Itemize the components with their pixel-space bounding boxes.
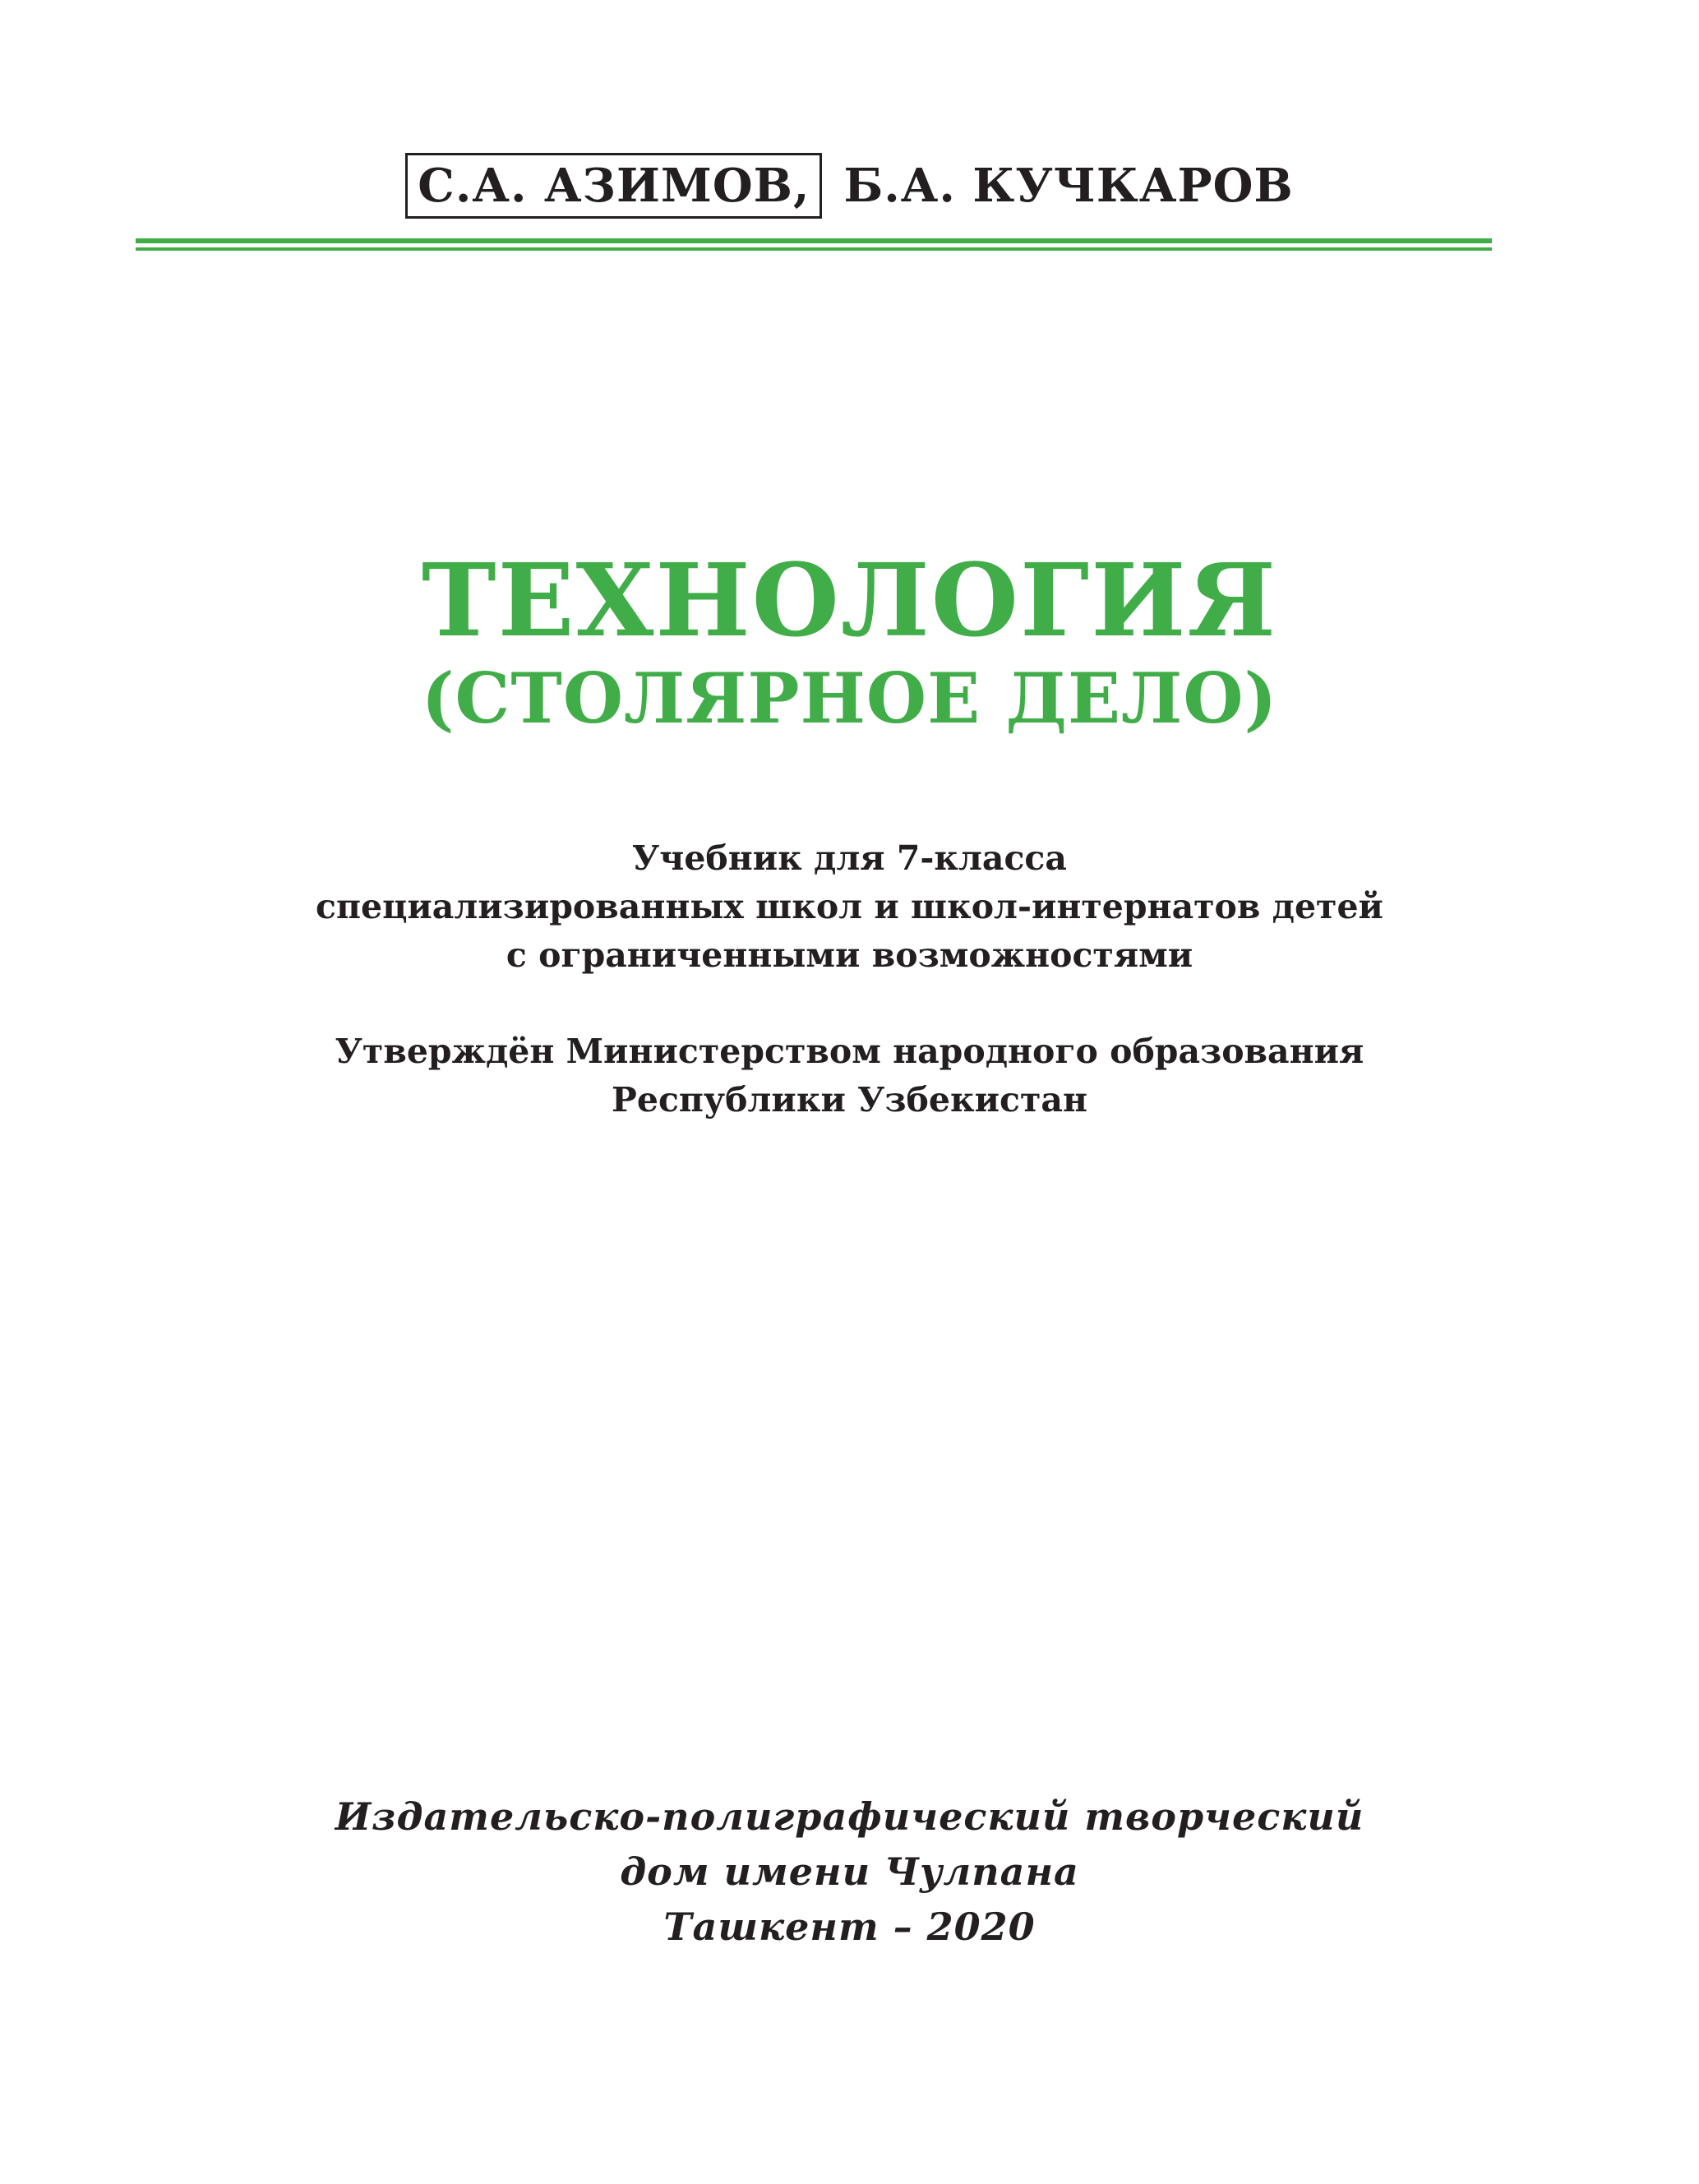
title-sub: (СТОЛЯРНОЕ ДЕЛО) [421,658,1278,739]
publisher-info [0,1789,1699,1955]
publisher-line: Ташкент – 2020 [663,1905,1036,1949]
description-line: с ограниченными возможностями [506,935,1193,975]
author-first: С.А. АЗИМОВ, [405,153,822,219]
book-title [0,543,1699,740]
approval-line: Республики Узбекистан [612,1080,1087,1120]
approval-note [0,1027,1699,1124]
description-line: специализированных школ и школ-интернатов детей [316,887,1383,926]
title-main: ТЕХНОЛОГИЯ [421,541,1278,659]
description-line: Учебник для 7-класса [632,838,1067,878]
book-description [0,834,1699,980]
authors-line [0,153,1699,219]
publisher-line: дом имени Чулпана [620,1849,1079,1894]
publisher-line: Издательско-полиграфический творческий [335,1794,1364,1839]
header-rule-thin [136,247,1492,251]
header-rule-thick [136,238,1492,243]
approval-line: Утверждён Министерством народного образования [335,1032,1364,1071]
author-second: Б.А. КУЧКАРОВ [843,159,1294,213]
